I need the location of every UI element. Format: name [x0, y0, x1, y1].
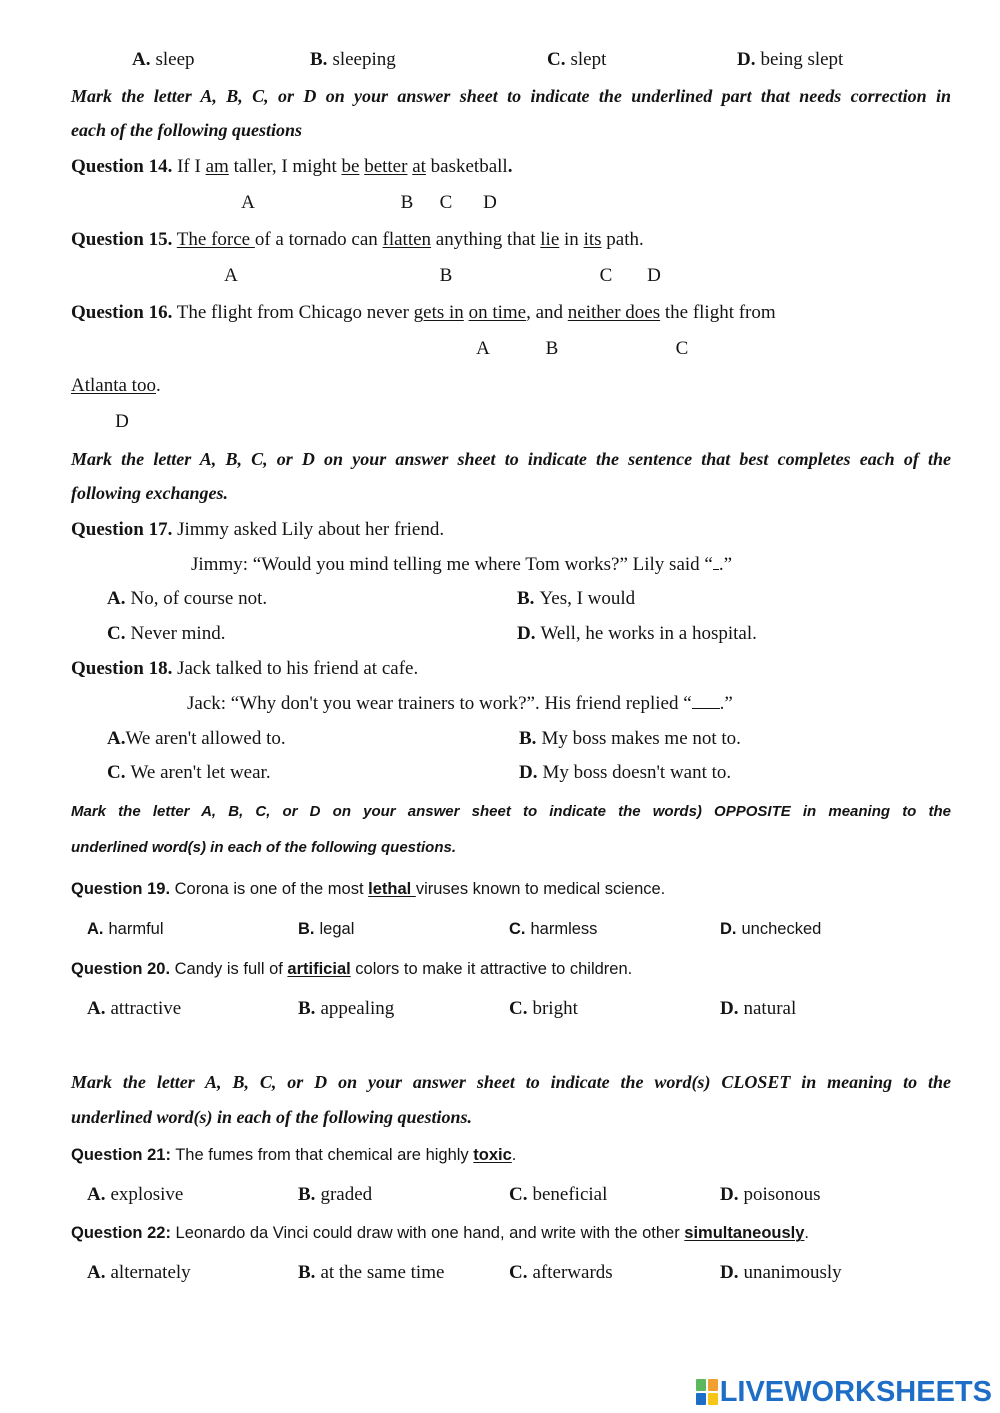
sentence-text: The flight from Chicago never	[172, 302, 414, 323]
option-letter: A.	[132, 49, 151, 70]
question-16	[71, 302, 776, 324]
section-closest-instruction-line1: Mark the letter A, B, C, or D on your answer sheet to indicate the word(s) CLOSET in meaning to the	[71, 1072, 951, 1092]
option-letter: D.	[519, 762, 538, 783]
q17-option-d	[517, 623, 757, 645]
q17-option-c	[107, 623, 225, 645]
option-letter: C.	[107, 623, 126, 644]
target-word: toxic	[473, 1146, 512, 1164]
question-14	[71, 156, 512, 178]
question-17	[71, 519, 444, 541]
q17-option-b	[517, 588, 635, 610]
section-error-instruction-line2: each of the following questions	[71, 120, 303, 140]
q20-option-d	[720, 998, 796, 1020]
option-text: appealing	[320, 998, 395, 1019]
q13-option-a	[132, 49, 195, 71]
q14-marker-a: A	[241, 192, 255, 213]
q15-marker-d: D	[647, 265, 661, 286]
question-label: Question 14.	[71, 156, 173, 177]
q14-marker-d: D	[483, 192, 497, 213]
question-16-continuation	[71, 375, 161, 397]
logo-square-blue	[696, 1393, 706, 1405]
option-letter: A.	[107, 728, 126, 749]
q18-option-a	[107, 728, 286, 750]
q17-option-a	[107, 588, 267, 610]
option-letter: B.	[298, 920, 315, 938]
underlined-part-a: The force	[176, 229, 255, 250]
option-text: sleeping	[332, 49, 396, 70]
q20-option-c	[509, 998, 578, 1020]
q22-option-c	[509, 1262, 613, 1284]
question-intro: Jimmy asked Lily about her friend.	[172, 519, 445, 540]
option-letter: C.	[509, 998, 528, 1019]
underlined-part-d: Atlanta too	[71, 375, 156, 396]
question-18	[71, 658, 418, 680]
sentence-text: viruses known to medical science.	[415, 880, 666, 898]
section-exchange-instruction-line2: following exchanges.	[71, 483, 229, 503]
sentence-text: anything that	[431, 229, 541, 250]
option-letter: A.	[87, 1184, 106, 1205]
q21-option-b	[298, 1184, 372, 1206]
q21-option-c	[509, 1184, 607, 1206]
question-label: Question 15.	[71, 229, 173, 250]
option-letter: D.	[720, 1184, 739, 1205]
sentence-text: taller, I might	[228, 156, 342, 177]
q18-option-c	[107, 762, 271, 784]
option-letter: D.	[517, 623, 536, 644]
option-text: harmful	[108, 920, 164, 938]
q16-marker-a: A	[476, 338, 490, 359]
option-text: Never mind.	[130, 623, 226, 644]
q19-option-a	[87, 918, 164, 940]
q22-option-b	[298, 1262, 444, 1284]
sentence-text: The fumes from that chemical are highly	[170, 1146, 474, 1164]
option-letter: B.	[298, 998, 316, 1019]
option-text: sleep	[155, 49, 195, 70]
option-letter: C.	[509, 1184, 528, 1205]
sentence-text: basketball	[425, 156, 508, 177]
logo-square-yellow	[708, 1393, 718, 1405]
question-21	[71, 1144, 516, 1166]
underlined-part-a: gets in	[413, 302, 464, 323]
dialog-text: .”	[719, 693, 733, 714]
underlined-part-b: be	[341, 156, 360, 177]
option-letter: A.	[87, 920, 104, 938]
q21-option-a	[87, 1184, 183, 1206]
q18-option-b	[519, 728, 741, 750]
q19-option-d	[720, 918, 821, 940]
q19-option-b	[298, 918, 354, 940]
question-17-dialog	[191, 554, 732, 576]
option-text: We aren't let wear.	[130, 762, 271, 783]
question-label: Question 16.	[71, 302, 173, 323]
option-text: graded	[320, 1184, 373, 1205]
q14-marker-b: B	[400, 192, 414, 213]
q18-option-d	[519, 762, 731, 784]
option-text: No, of course not.	[130, 588, 268, 609]
sentence-text: colors to make it attractive to children.	[350, 960, 633, 978]
option-text: at the same time	[320, 1262, 445, 1283]
option-text: Well, he works in a hospital.	[540, 623, 757, 644]
option-letter: B.	[298, 1262, 316, 1283]
option-text: attractive	[110, 998, 182, 1019]
q14-marker-c: C	[439, 192, 453, 213]
option-letter: D.	[720, 998, 739, 1019]
question-intro: Jack talked to his friend at cafe.	[172, 658, 419, 679]
question-label: Question 19.	[71, 880, 171, 898]
target-word: artificial	[287, 960, 351, 978]
sentence-text: the flight from	[660, 302, 776, 323]
q13-option-c	[547, 49, 606, 71]
q20-option-b	[298, 998, 394, 1020]
option-text: beneficial	[532, 1184, 608, 1205]
question-15	[71, 229, 644, 251]
q16-marker-c: C	[675, 338, 689, 359]
option-text: My boss doesn't want to.	[542, 762, 732, 783]
sentence-text: .	[804, 1224, 810, 1242]
option-text: explosive	[110, 1184, 184, 1205]
underlined-part-b: on time	[468, 302, 527, 323]
section-exchange-instruction-line1: Mark the letter A, B, C, or D on your answer sheet to indicate the sentence that best completes each of the	[71, 449, 951, 469]
option-letter: C.	[107, 762, 126, 783]
option-letter: B.	[517, 588, 535, 609]
answer-blank	[692, 693, 720, 709]
logo-wordmark: LIVEWORKSHEETS	[719, 1376, 992, 1408]
option-text: unanimously	[743, 1262, 842, 1283]
sentence-text: Candy is full of	[170, 960, 288, 978]
option-letter: C.	[547, 49, 566, 70]
sentence-text: in	[559, 229, 584, 250]
section-opposite-instruction-line2: underlined word(s) in each of the following questions.	[71, 839, 457, 856]
question-label: Question 21:	[71, 1146, 171, 1164]
option-text: We aren't allowed to.	[125, 728, 286, 749]
underlined-part-c: lie	[540, 229, 560, 250]
option-letter: A.	[87, 1262, 106, 1283]
option-text: harmless	[530, 920, 598, 938]
option-letter: C.	[509, 920, 526, 938]
question-19	[71, 878, 665, 900]
option-letter: A.	[107, 588, 126, 609]
option-letter: B.	[310, 49, 328, 70]
sentence-text: .	[511, 1146, 517, 1164]
q20-option-a	[87, 998, 181, 1020]
liveworksheets-icon	[696, 1379, 718, 1405]
option-letter: C.	[509, 1262, 528, 1283]
q16-marker-b: B	[545, 338, 559, 359]
option-text: My boss makes me not to.	[541, 728, 741, 749]
question-label: Question 20.	[71, 960, 171, 978]
q15-marker-c: C	[599, 265, 613, 286]
sentence-period: .	[507, 156, 513, 177]
underlined-part-c: neither does	[567, 302, 661, 323]
option-letter: B.	[298, 1184, 316, 1205]
sentence-text: If I	[172, 156, 206, 177]
underlined-part-d: at	[412, 156, 426, 177]
target-word: simultaneously	[684, 1224, 805, 1242]
option-text: afterwards	[532, 1262, 613, 1283]
underlined-part-d: its	[583, 229, 602, 250]
option-letter: A.	[87, 998, 106, 1019]
question-18-dialog	[187, 693, 733, 715]
question-20	[71, 958, 632, 980]
underlined-part-c: better	[364, 156, 408, 177]
q16-marker-d: D	[115, 411, 129, 432]
q21-option-d	[720, 1184, 821, 1206]
sentence-text: .	[155, 375, 161, 396]
liveworksheets-logo[interactable]	[696, 1377, 992, 1407]
underlined-part-a: am	[205, 156, 229, 177]
q22-option-a	[87, 1262, 191, 1284]
sentence-text: , and	[526, 302, 568, 323]
option-letter: D.	[737, 49, 756, 70]
q15-marker-b: B	[439, 265, 453, 286]
q19-option-c	[509, 918, 597, 940]
option-text: alternately	[110, 1262, 191, 1283]
q13-option-d	[737, 49, 843, 71]
section-closest-instruction-line2: underlined word(s) in each of the following questions.	[71, 1107, 473, 1127]
dialog-text: Jimmy: “Would you mind telling me where Tom works?” Lily said “	[191, 554, 713, 575]
option-text: slept	[570, 49, 607, 70]
option-text: poisonous	[743, 1184, 821, 1205]
option-letter: D.	[720, 1262, 739, 1283]
section-opposite-instruction-line1: Mark the letter A, B, C, or D on your answer sheet to indicate the words) OPPOSITE in meaning to the	[71, 803, 951, 820]
q22-option-d	[720, 1262, 842, 1284]
option-letter: B.	[519, 728, 537, 749]
option-text: legal	[319, 920, 355, 938]
sentence-text: of a tornado can	[254, 229, 383, 250]
question-label: Question 22:	[71, 1224, 171, 1242]
option-text: natural	[743, 998, 797, 1019]
option-text: unchecked	[741, 920, 822, 938]
question-label: Question 17.	[71, 519, 173, 540]
sentence-text: Leonardo da Vinci could draw with one hand, and write with the other	[170, 1224, 685, 1242]
option-text: Yes, I would	[539, 588, 636, 609]
question-label: Question 18.	[71, 658, 173, 679]
question-22	[71, 1222, 809, 1244]
q15-marker-a: A	[224, 265, 238, 286]
option-letter: D.	[720, 920, 737, 938]
target-word: lethal	[368, 880, 416, 898]
option-text: being slept	[760, 49, 844, 70]
section-error-instruction-line1: Mark the letter A, B, C, or D on your answer sheet to indicate the underlined part that needs correction in	[71, 86, 951, 106]
sentence-text: path.	[601, 229, 644, 250]
underlined-part-b: flatten	[382, 229, 432, 250]
sentence-text: Corona is one of the most	[170, 880, 369, 898]
logo-square-orange	[708, 1379, 718, 1391]
q13-option-b	[310, 49, 396, 71]
logo-square-green	[696, 1379, 706, 1391]
dialog-text: .”	[718, 554, 733, 575]
dialog-text: Jack: “Why don't you wear trainers to work?”. His friend replied “	[187, 693, 692, 714]
option-text: bright	[532, 998, 578, 1019]
